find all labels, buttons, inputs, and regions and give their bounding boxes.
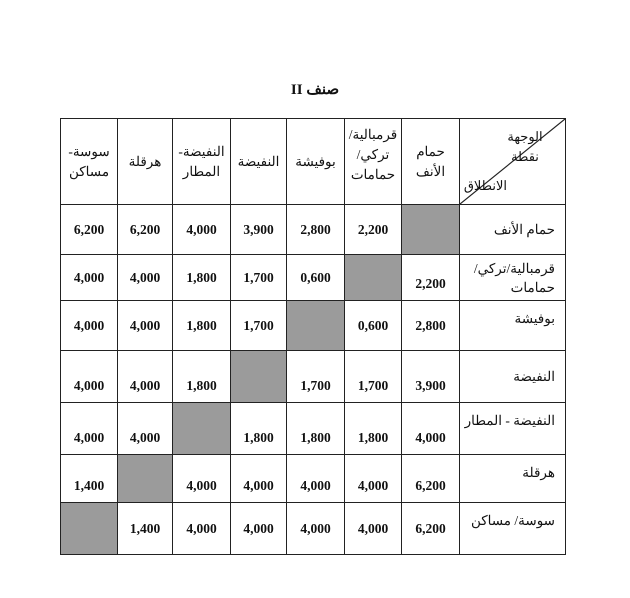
fare-cell: 2,800 xyxy=(402,301,460,351)
fare-cell: 6,200 xyxy=(402,455,460,503)
column-header-enfidha: النفيضة xyxy=(231,119,287,205)
fare-cell: 4,000 xyxy=(173,455,231,503)
fare-cell: 0,600 xyxy=(287,255,345,301)
page-title: صنف II xyxy=(290,82,340,98)
fare-cell: 4,000 xyxy=(61,351,118,403)
table-row xyxy=(61,403,566,455)
row-header-hergla: هرقلة xyxy=(460,455,566,503)
diagonal-empty-cell xyxy=(173,403,231,455)
fare-cell: 2,200 xyxy=(345,205,402,255)
column-header-enfidha-airport: النفيضة- المطار xyxy=(173,119,231,205)
fare-cell: 6,200 xyxy=(402,503,460,555)
fare-cell: 4,000 xyxy=(173,205,231,255)
fare-cell: 6,200 xyxy=(61,205,118,255)
column-header-sousse-msaken: سوسة- مساكن xyxy=(61,119,118,205)
fare-cell: 4,000 xyxy=(287,503,345,555)
fare-cell: 1,800 xyxy=(345,403,402,455)
fare-cell: 1,700 xyxy=(345,351,402,403)
fare-cell: 4,000 xyxy=(118,351,173,403)
fare-cell: 1,800 xyxy=(287,403,345,455)
column-header-bouficha: بوفيشة xyxy=(287,119,345,205)
fare-cell: 1,700 xyxy=(231,301,287,351)
fare-cell: 4,000 xyxy=(402,403,460,455)
fare-cell: 4,000 xyxy=(61,403,118,455)
corner-destination-label: الوجهة نقطة xyxy=(507,129,543,164)
fare-cell: 4,000 xyxy=(345,455,402,503)
diagonal-empty-cell xyxy=(287,301,345,351)
fare-cell: 4,000 xyxy=(61,255,118,301)
row-header-enfidha-airport: النفيضة - المطار xyxy=(460,403,566,455)
row-header-hammam-lif: حمام الأنف xyxy=(460,205,566,255)
fare-cell: 4,000 xyxy=(287,455,345,503)
diagonal-empty-cell xyxy=(231,351,287,403)
row-header-bouficha: بوفيشة xyxy=(460,301,566,351)
fare-cell: 1,800 xyxy=(173,301,231,351)
fare-cell: 4,000 xyxy=(173,503,231,555)
fare-cell: 4,000 xyxy=(231,503,287,555)
fare-cell: 0,600 xyxy=(345,301,402,351)
fare-cell: 2,200 xyxy=(402,255,460,301)
row-header-enfidha: النفيضة xyxy=(460,351,566,403)
diagonal-empty-cell xyxy=(61,503,118,555)
fare-cell: 1,400 xyxy=(118,503,173,555)
diagonal-empty-cell xyxy=(402,205,460,255)
fare-cell: 1,800 xyxy=(173,255,231,301)
table-row xyxy=(61,205,566,255)
fare-cell: 1,800 xyxy=(173,351,231,403)
fare-cell: 1,400 xyxy=(61,455,118,503)
fare-cell: 2,800 xyxy=(287,205,345,255)
header-row xyxy=(61,119,566,205)
table-row xyxy=(61,351,566,403)
fare-table xyxy=(60,118,566,555)
fare-cell: 4,000 xyxy=(231,455,287,503)
corner-origin-label: الانطلاق xyxy=(463,178,507,193)
fare-cell: 4,000 xyxy=(118,301,173,351)
fare-cell: 4,000 xyxy=(118,255,173,301)
row-header-sousse-msaken: سوسة/ مساكن xyxy=(460,503,566,555)
table-row xyxy=(61,503,566,555)
fare-cell: 1,800 xyxy=(231,403,287,455)
fare-cell: 1,700 xyxy=(287,351,345,403)
diagonal-empty-cell xyxy=(118,455,173,503)
fare-cell: 4,000 xyxy=(118,403,173,455)
fare-cell: 1,700 xyxy=(231,255,287,301)
fare-cell: 3,900 xyxy=(231,205,287,255)
fare-cell: 3,900 xyxy=(402,351,460,403)
diagonal-empty-cell xyxy=(345,255,402,301)
column-header-hammam-lif: حمام الأنف xyxy=(402,119,460,205)
fare-cell: 4,000 xyxy=(345,503,402,555)
corner-header-cell xyxy=(460,119,566,205)
table-row xyxy=(61,301,566,351)
table-row xyxy=(61,455,566,503)
column-header-grombalia: قرمبالية/ تركي/ حمامات xyxy=(345,119,402,205)
row-header-grombalia: قرمبالية/تركي/ حمامات xyxy=(460,255,566,301)
column-header-hergla: هرقلة xyxy=(118,119,173,205)
fare-cell: 6,200 xyxy=(118,205,173,255)
fare-cell: 4,000 xyxy=(61,301,118,351)
table-row xyxy=(61,255,566,301)
